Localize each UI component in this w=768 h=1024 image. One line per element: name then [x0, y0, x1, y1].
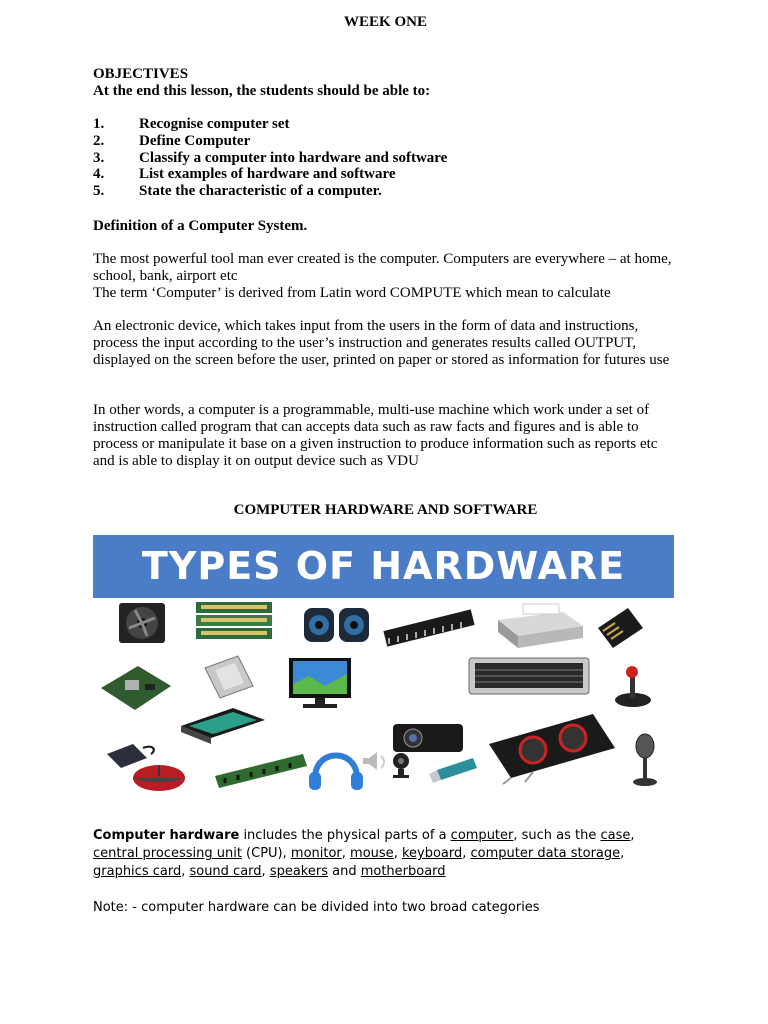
objectives-intro: At the end this lesson, the students should be able to: [93, 83, 431, 99]
list-item-text: State the characteristic of a computer. [139, 183, 382, 200]
text-span: , [341, 846, 351, 861]
expansion-card-icon [196, 602, 272, 639]
definition-paragraph-3: In other words, a computer is a programmable, multi-use machine which work under a set of instruction called program that can accepts data such as raw facts and figures and is able to process or manipulate it base on a given instruction to produce information such as reports etc and is able to display it on output device such as VDU [93, 402, 658, 469]
list-item-text: List examples of hardware and software [139, 166, 396, 183]
list-item [93, 166, 447, 183]
section-title: COMPUTER HARDWARE AND SOFTWARE [233, 502, 538, 518]
graphics-card-icon [489, 714, 615, 784]
text-span: , [261, 864, 270, 879]
definition-paragraph-1b: The term ‘Computer’ is derived from Latin word COMPUTE which mean to calculate [93, 285, 611, 301]
definition-paragraph-2: An electronic device, which takes input from the users in the form of data and instructions, process the input according to the user’s instruction and generates results called OUTPUT, displayed on the screen before the user, printed on paper or stored as information for futures use [93, 318, 670, 368]
projector-icon [393, 724, 463, 752]
joystick-icon [615, 666, 651, 707]
speakers-icon [304, 608, 369, 642]
text-span: includes the physical parts of a [239, 828, 451, 843]
cooling-fan-icon [119, 603, 165, 643]
link-sound-card[interactable]: sound card [189, 864, 262, 879]
list-item-text: Define Computer [139, 132, 251, 149]
external-drive-icon [107, 744, 154, 768]
list-item [93, 116, 447, 133]
usb-drive-icon [429, 758, 477, 783]
headphones-icon [309, 756, 363, 791]
list-item [93, 150, 447, 167]
memory-card-icon [598, 608, 643, 648]
link-case[interactable]: case [600, 828, 631, 843]
list-item-number: 4. [93, 166, 105, 183]
text-span: and [327, 864, 361, 879]
list-item [93, 183, 447, 200]
text-span: , [181, 864, 190, 879]
definition-paragraph-1: The most powerful tool man ever created is the computer. Computers are everywhere – at home, school, bank, airport etc [93, 251, 672, 284]
list-item-number: 2. [93, 132, 105, 149]
text-span: , such as the [513, 828, 601, 843]
note-text: Note: - computer hardware can be divided into two broad categories [93, 900, 540, 915]
motherboard-icon [101, 666, 171, 710]
text-span: , [620, 846, 625, 861]
text-span: , [462, 846, 471, 861]
hardware-lead: Computer hardware [93, 828, 240, 843]
link-mouse[interactable]: mouse [350, 846, 394, 861]
link-storage[interactable]: computer data storage [470, 846, 621, 861]
link-speakers[interactable]: speakers [269, 864, 328, 879]
link-computer[interactable]: computer [450, 828, 514, 843]
hardware-illustrations [93, 598, 674, 797]
objectives-heading: OBJECTIVES [93, 66, 189, 82]
link-motherboard[interactable]: motherboard [360, 864, 446, 879]
link-graphics-card[interactable]: graphics card [93, 864, 182, 879]
printer-icon [498, 604, 583, 648]
objectives-list [93, 116, 447, 200]
hardware-paragraph [93, 827, 678, 881]
text-span: , [630, 828, 635, 843]
page-title: WEEK ONE [344, 14, 427, 30]
list-item-number: 5. [93, 183, 105, 200]
definition-heading: Definition of a Computer System. [93, 218, 308, 234]
link-keyboard[interactable]: keyboard [401, 846, 463, 861]
text-span: , [393, 846, 402, 861]
monitor-icon [289, 658, 351, 708]
list-item-number: 3. [93, 149, 105, 166]
hardware-figure [93, 535, 674, 797]
link-cpu[interactable]: central processing unit [93, 846, 242, 861]
keyboard-icon [469, 658, 589, 694]
list-item-number: 1. [93, 116, 105, 132]
mouse-icon [133, 765, 185, 791]
list-item-text: Classify a computer into hardware and software [139, 149, 448, 166]
text-span: (CPU), [241, 846, 291, 861]
link-monitor[interactable]: monitor [290, 846, 342, 861]
figure-banner: TYPES OF HARDWARE [93, 535, 674, 598]
webcam-icon [393, 753, 409, 778]
list-item-text: Recognise computer set [139, 116, 290, 132]
list-item [93, 133, 447, 150]
cpu-icon [205, 656, 253, 698]
audio-icon [363, 752, 384, 770]
ram-icon [215, 754, 307, 788]
scanner-icon [181, 708, 265, 744]
microchip-icon [383, 609, 474, 646]
microphone-icon [633, 734, 657, 786]
